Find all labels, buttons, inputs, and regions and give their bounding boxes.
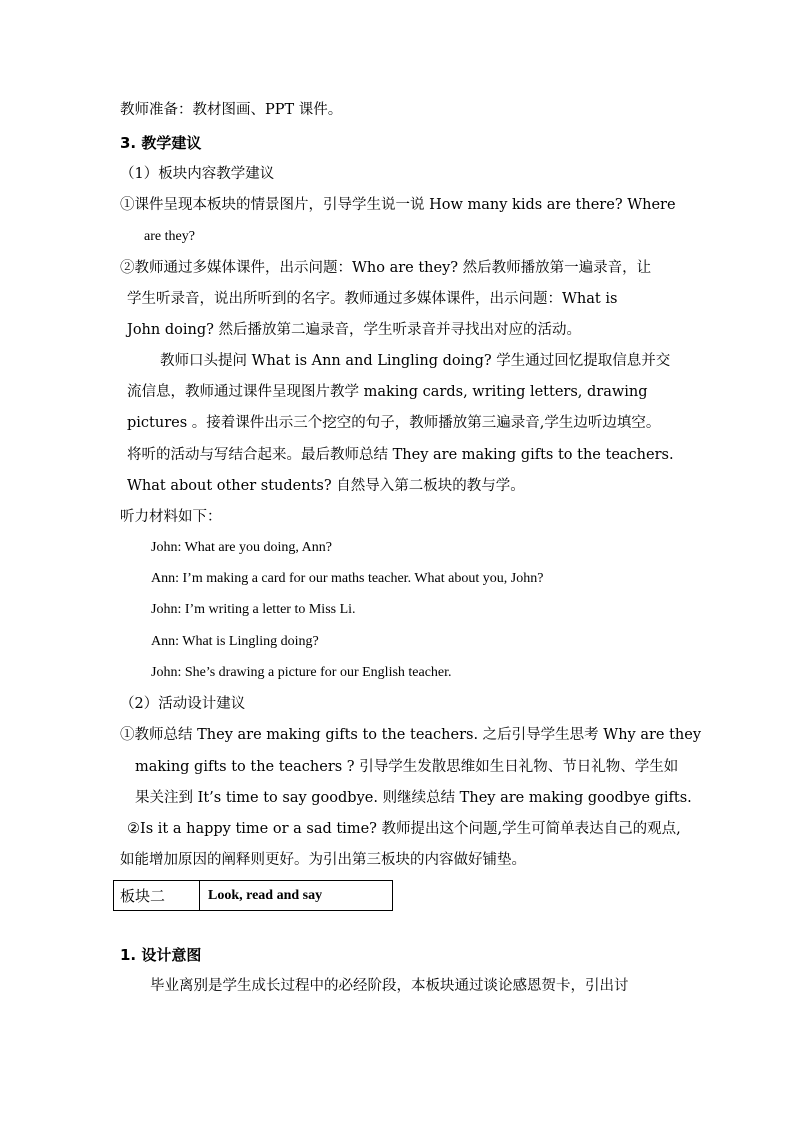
text-line: What about other students? 自然导入第二板块的教与学。: [127, 478, 525, 494]
text-line: 教师口头提问 What is Ann and Lingling doing? 学生通过回忆提取信息并交: [160, 353, 671, 369]
text-line: John doing? 然后播放第二遍录音，学生听录音并寻找出对应的活动。: [127, 322, 581, 338]
text-line: 流信息，教师通过课件呈现图片教学 making cards, writing letters, drawing: [127, 384, 648, 400]
text-line: ①教师总结 They are making gifts to the teachers. 之后引导学生思考 Why are they: [120, 727, 702, 743]
text-line: 将听的活动与写结合起来。最后教师总结 They are making gifts to the teachers.: [127, 447, 674, 463]
subheading-content-suggestions: （1）板块内容教学建议: [120, 166, 275, 182]
subheading-activity-suggestions: （2）活动设计建议: [120, 696, 246, 712]
section-heading-design-intent: 1. 设计意图: [120, 946, 202, 964]
text-line: 毕业离别是学生成长过程中的必经阶段，本板块通过谈论感恩贺卡，引出讨: [150, 978, 629, 994]
text-line: are they?: [144, 229, 195, 244]
dialogue-line: John: She’s drawing a picture for our English teacher.: [151, 665, 452, 680]
section-table-title: Look, read and say: [208, 887, 323, 903]
dialogue-line: Ann: What is Lingling doing?: [151, 634, 319, 649]
text-line: ②Is it a happy time or a sad time? 教师提出这个问题,学生可简单表达自己的观点,: [127, 821, 681, 837]
text-line: making gifts to the teachers ? 引导学生发散思维如生日礼物、节日礼物、学生如: [135, 759, 679, 775]
text-line: pictures 。接着课件出示三个挖空的句子，教师播放第三遍录音,学生边听边填空。: [127, 415, 661, 431]
dialogue-line: John: I’m writing a letter to Miss Li.: [151, 602, 356, 617]
text-line: ①课件呈现本板块的情景图片，引导学生说一说 How many kids are there? Where: [120, 197, 676, 213]
section-table-label: 板块二: [114, 881, 200, 910]
section-heading-suggestions: 3. 教学建议: [120, 134, 202, 152]
text-line: 学生听录音，说出所听到的名字。教师通过多媒体课件，出示问题：What is: [127, 291, 618, 307]
text-line: ②教师通过多媒体课件，出示问题：Who are they? 然后教师播放第一遍录音，让: [120, 260, 652, 276]
dialogue-line: Ann: I’m making a card for our maths teacher. What about you, John?: [151, 571, 544, 586]
text-line-listening-material: 听力材料如下：: [120, 509, 222, 525]
text-line-prep: 教师准备：教材图画、PPT 课件。: [120, 102, 343, 118]
dialogue-line: John: What are you doing, Ann?: [151, 540, 332, 555]
text-line: 果关注到 It’s time to say goodbye. 则继续总结 They are making goodbye gifts.: [135, 790, 692, 806]
section-table: [113, 880, 393, 911]
text-line: 如能增加原因的阐释则更好。为引出第三板块的内容做好铺垫。: [120, 852, 526, 868]
